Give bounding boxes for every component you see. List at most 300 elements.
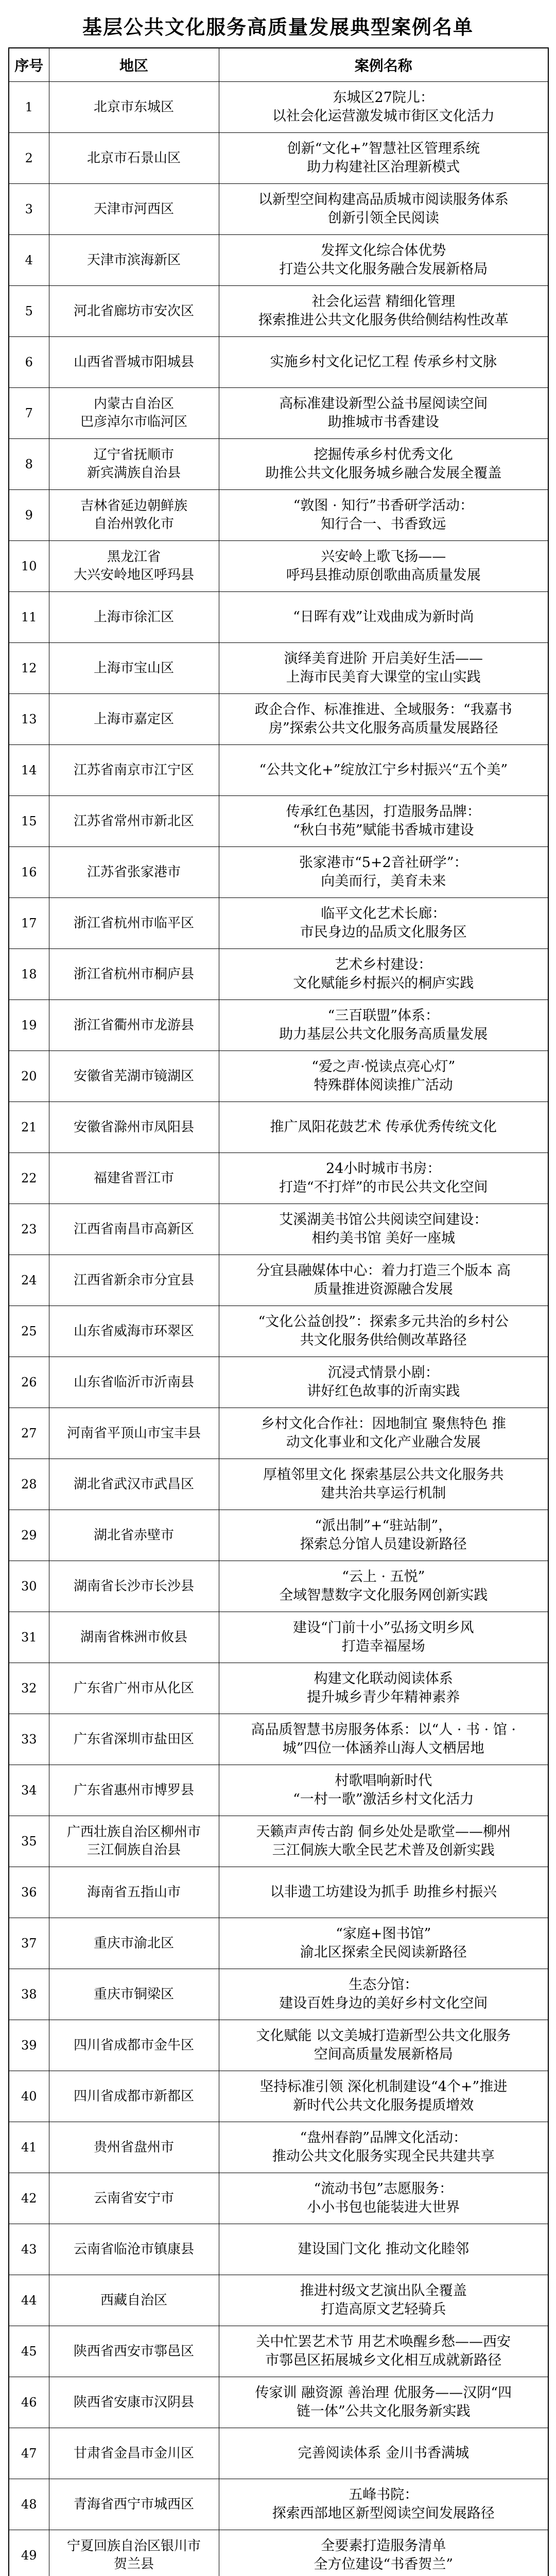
row-case-name (219, 745, 548, 796)
region-line: 广西壮族自治区柳州市 (66, 1824, 201, 1840)
table-row (9, 1510, 548, 1561)
row-region (49, 2479, 219, 2530)
row-case-name (219, 1969, 548, 2020)
table-row (9, 1051, 548, 1102)
case-line: 构建文化联动阅读体系 (314, 1670, 453, 1687)
row-case-name (219, 388, 548, 439)
table-row (9, 337, 548, 388)
case-line: 文化赋能 以文美城打造新型公共文化服务 (256, 2027, 511, 2044)
row-region (49, 1102, 219, 1153)
row-serial-number: 42 (9, 2173, 49, 2224)
region-line: 河南省平顶山市宝丰县 (66, 1425, 201, 1441)
case-line: 创新引领全民阅读 (327, 210, 439, 226)
case-line: 市鄠邑区拓展城乡文化相互成就新路径 (265, 2352, 502, 2368)
case-line: “三百联盟”体系： (327, 1007, 440, 1024)
row-region (49, 2224, 219, 2275)
row-case-name (219, 133, 548, 184)
table-row (9, 1357, 548, 1408)
case-line: 探索总分馆人员建设新路径 (300, 1536, 467, 1552)
row-region (49, 2428, 219, 2479)
case-line: 房”探索公共文化服务高质量发展路径 (268, 720, 498, 736)
row-case-name (219, 592, 548, 643)
row-case-name (219, 1000, 548, 1051)
case-line: 助推公共文化服务城乡融合发展全覆盖 (265, 465, 502, 481)
row-case-name (219, 2428, 548, 2479)
row-region (49, 1816, 219, 1867)
row-region (49, 2377, 219, 2428)
region-line: 湖南省株洲市攸县 (80, 1629, 187, 1645)
region-line: 甘肃省金昌市金川区 (73, 2445, 194, 2461)
row-serial-number: 20 (9, 1051, 49, 1102)
table-row (9, 847, 548, 898)
row-region (49, 1000, 219, 1051)
row-serial-number: 5 (9, 286, 49, 337)
case-line: 小小书包也能装进大世界 (307, 2199, 460, 2215)
region-line: 安徽省芜湖市镜湖区 (73, 1068, 194, 1084)
row-region (49, 2173, 219, 2224)
case-line: 链一体”公共文化服务新实践 (296, 2403, 471, 2419)
region-line: 贺兰县 (113, 2556, 154, 2572)
row-serial-number: 48 (9, 2479, 49, 2530)
case-line: 助力构建社区治理新模式 (307, 159, 460, 175)
table-row (9, 2326, 548, 2377)
row-serial-number: 31 (9, 1612, 49, 1663)
row-case-name (219, 541, 548, 592)
row-serial-number: 7 (9, 388, 49, 439)
region-line: 海南省五指山市 (86, 1884, 181, 1900)
case-line: 建设“门前十小”弘扬文明乡风 (292, 1619, 474, 1636)
table-row (9, 1816, 548, 1867)
row-case-name (219, 1204, 548, 1255)
row-serial-number: 19 (9, 1000, 49, 1051)
row-region (49, 439, 219, 490)
region-line: 黑龙江省 (107, 549, 161, 565)
case-line: 特殊群体阅读推广活动 (314, 1077, 453, 1093)
row-case-name (219, 1867, 548, 1918)
table-row (9, 1153, 548, 1204)
row-serial-number: 1 (9, 82, 49, 133)
region-line: 山西省晋城市阳城县 (73, 354, 194, 370)
row-region (49, 1357, 219, 1408)
table-row (9, 1918, 548, 1969)
case-line: 挖掘传承乡村优秀文化 (314, 446, 453, 463)
case-line: 新时代公共文化服务提质增效 (293, 2097, 474, 2113)
case-line: 厚植邻里文化 探索基层公共文化服务共 (263, 1466, 504, 1483)
row-case-name (219, 1153, 548, 1204)
row-region (49, 1204, 219, 1255)
case-line: “派出制”+“驻站制”， (315, 1517, 453, 1534)
case-line: 讲好红色故事的沂南实践 (307, 1383, 460, 1399)
row-region (49, 286, 219, 337)
table-row (9, 1612, 548, 1663)
case-line: 提升城乡青少年精神素养 (307, 1689, 460, 1705)
row-region (49, 1969, 219, 2020)
case-line: 探索推进公共文化服务供给侧结构性改革 (258, 312, 509, 328)
table-row (9, 1000, 548, 1051)
row-case-name (219, 1816, 548, 1867)
row-case-name (219, 2071, 548, 2122)
row-region (49, 541, 219, 592)
row-serial-number: 23 (9, 1204, 49, 1255)
region-line: 江西省南昌市高新区 (73, 1221, 194, 1237)
case-line: “敦图 · 知行”书香研学活动： (293, 497, 474, 514)
row-case-name (219, 1918, 548, 1969)
row-serial-number: 9 (9, 490, 49, 541)
row-region (49, 1510, 219, 1561)
region-line: 重庆市渝北区 (93, 1935, 174, 1951)
case-line: “日晖有戏”让戏曲成为新时尚 (292, 608, 474, 625)
table-row (9, 2377, 548, 2428)
row-serial-number: 13 (9, 694, 49, 745)
region-line: 浙江省杭州市桐庐县 (73, 966, 194, 982)
case-line: 艺术乡村建设： (335, 956, 432, 973)
row-serial-number: 17 (9, 898, 49, 949)
row-serial-number: 18 (9, 949, 49, 1000)
region-line: 广东省深圳市盐田区 (73, 1731, 194, 1747)
row-case-name (219, 2326, 548, 2377)
table-row (9, 82, 548, 133)
row-case-name (219, 1561, 548, 1612)
region-line: 宁夏回族自治区银川市 (66, 2538, 201, 2554)
region-line: 天津市滨海新区 (86, 252, 181, 268)
case-line: 高品质智慧书房服务体系：以“人 · 书 · 馆 · (251, 1721, 516, 1738)
row-case-name (219, 1612, 548, 1663)
case-line: 质量推进资源融合发展 (314, 1281, 453, 1297)
row-serial-number: 6 (9, 337, 49, 388)
row-case-name (219, 847, 548, 898)
row-region (49, 2020, 219, 2071)
region-line: 湖北省赤壁市 (93, 1527, 174, 1543)
case-line: 全域智慧数字文化服务网创新实践 (279, 1587, 488, 1603)
row-case-name (219, 2224, 548, 2275)
row-serial-number: 47 (9, 2428, 49, 2479)
case-line: 分宜县融媒体中心：着力打造三个版本 高 (256, 1262, 511, 1279)
case-line: 打造高原文艺轻骑兵 (321, 2301, 446, 2317)
row-region (49, 1051, 219, 1102)
row-serial-number: 12 (9, 643, 49, 694)
row-case-name (219, 439, 548, 490)
case-line: 建设国门文化 推动文化睦邻 (298, 2241, 470, 2257)
row-serial-number: 2 (9, 133, 49, 184)
row-serial-number: 49 (9, 2530, 49, 2576)
row-serial-number: 40 (9, 2071, 49, 2122)
row-serial-number: 35 (9, 1816, 49, 1867)
table-row (9, 1663, 548, 1714)
case-line: “一村一歌”激活乡村文化活力 (292, 1791, 474, 1807)
row-serial-number: 14 (9, 745, 49, 796)
region-line: 青海省西宁市城西区 (73, 2496, 194, 2512)
case-line: 24小时城市书房： (326, 1160, 441, 1177)
case-line: 建共治共享运行机制 (321, 1485, 446, 1501)
row-case-name (219, 1459, 548, 1510)
row-serial-number: 21 (9, 1102, 49, 1153)
table-row (9, 490, 548, 541)
region-line: 江苏省张家港市 (86, 864, 181, 880)
row-serial-number: 30 (9, 1561, 49, 1612)
row-case-name (219, 2122, 548, 2173)
case-line: 生态分馆： (349, 1976, 419, 1993)
table-row (9, 1459, 548, 1510)
row-case-name (219, 1306, 548, 1357)
row-region (49, 490, 219, 541)
row-serial-number: 44 (9, 2275, 49, 2326)
region-line: 自治州敦化市 (93, 516, 174, 532)
row-serial-number: 43 (9, 2224, 49, 2275)
table-row (9, 694, 548, 745)
table-row (9, 1969, 548, 2020)
row-case-name (219, 2377, 548, 2428)
row-region (49, 184, 219, 235)
case-line: 共文化服务供给侧改革路径 (300, 1332, 467, 1348)
case-line: “公共文化+”绽放江宁乡村振兴“五个美” (259, 761, 508, 778)
case-line: “流动书包”志愿服务： (314, 2180, 454, 2197)
region-line: 贵州省盘州市 (93, 2139, 174, 2155)
row-case-name (219, 2479, 548, 2530)
row-case-name (219, 2173, 548, 2224)
table-row (9, 643, 548, 694)
table-row (9, 1204, 548, 1255)
row-region (49, 1918, 219, 1969)
row-region (49, 1714, 219, 1765)
row-case-name (219, 2275, 548, 2326)
region-line: 辽宁省抚顺市 (93, 447, 174, 463)
row-serial-number: 22 (9, 1153, 49, 1204)
case-line: 知行合一、书香致远 (321, 516, 446, 532)
row-region (49, 235, 219, 286)
table-row (9, 2275, 548, 2326)
row-region (49, 1561, 219, 1612)
region-line: 浙江省衢州市龙游县 (73, 1017, 194, 1033)
table-row (9, 2020, 548, 2071)
row-serial-number: 37 (9, 1918, 49, 1969)
region-line: 西藏自治区 (100, 2292, 167, 2308)
region-line: 四川省成都市新都区 (73, 2088, 194, 2104)
region-line: 湖南省长沙市长沙县 (73, 1578, 194, 1594)
region-line: 云南省临沧市镇康县 (73, 2241, 194, 2257)
case-line: “秋白书苑”赋能书香城市建设 (292, 822, 474, 838)
row-case-name (219, 1255, 548, 1306)
region-line: 山东省威海市环翠区 (73, 1323, 194, 1339)
region-line: 安徽省滁州市凤阳县 (73, 1119, 194, 1135)
case-line: 社会化运营 精细化管理 (311, 293, 456, 310)
case-line: 建设百姓身边的美好乡村文化空间 (279, 1995, 488, 2011)
row-region (49, 1765, 219, 1816)
case-line: 动文化事业和文化产业融合发展 (286, 1434, 481, 1450)
table-row (9, 1714, 548, 1765)
row-case-name (219, 643, 548, 694)
row-serial-number: 39 (9, 2020, 49, 2071)
region-line: 重庆市铜梁区 (93, 1986, 174, 2002)
case-line: 向美而行，美育未来 (321, 873, 446, 889)
case-line: 文化赋能乡村振兴的桐庐实践 (293, 975, 474, 991)
case-line: 以新型空间构建高品质城市阅读服务体系 (258, 191, 509, 208)
table-row (9, 949, 548, 1000)
case-line: 空间高质量发展新格局 (314, 2046, 453, 2062)
row-serial-number: 16 (9, 847, 49, 898)
table-row (9, 286, 548, 337)
table-row (9, 235, 548, 286)
row-region (49, 949, 219, 1000)
row-region (49, 1255, 219, 1306)
row-case-name (219, 1051, 548, 1102)
case-line: 高标准建设新型公益书屋阅读空间 (279, 395, 488, 412)
row-case-name (219, 898, 548, 949)
row-region (49, 2326, 219, 2377)
table-row (9, 1867, 548, 1918)
row-region (49, 592, 219, 643)
row-serial-number: 8 (9, 439, 49, 490)
case-line: 打造“不打烊”的市民公共文化空间 (279, 1179, 488, 1195)
row-region (49, 1459, 219, 1510)
table-row (9, 2071, 548, 2122)
case-line: 坚持标准引领 深化机制建设“4个+”推进 (259, 2078, 508, 2095)
case-line: 乡村文化合作社：因地制宜 聚焦特色 推 (260, 1415, 506, 1432)
region-line: 内蒙古自治区 (93, 396, 174, 412)
row-region (49, 1663, 219, 1714)
region-line: 北京市石景山区 (86, 150, 181, 166)
row-region (49, 2530, 219, 2576)
region-line: 福建省晋江市 (93, 1170, 174, 1186)
row-region (49, 796, 219, 847)
row-serial-number: 10 (9, 541, 49, 592)
case-line: “云上 · 五悦” (342, 1568, 425, 1585)
case-line: 市民身边的品质文化服务区 (300, 924, 467, 940)
case-line: 探索西部地区新型阅读空间发展路径 (272, 2505, 495, 2521)
table-row (9, 2530, 548, 2576)
region-line: 浙江省杭州市临平区 (73, 915, 194, 931)
row-region (49, 1408, 219, 1459)
header-case-name: 案例名称 (219, 48, 548, 82)
row-region (49, 82, 219, 133)
table-row (9, 745, 548, 796)
header-region: 地区 (49, 48, 219, 82)
row-serial-number: 3 (9, 184, 49, 235)
table-row (9, 133, 548, 184)
region-line: 湖北省武汉市武昌区 (73, 1476, 194, 1492)
row-case-name (219, 286, 548, 337)
table-row (9, 2479, 548, 2530)
case-line: “家庭+图书馆” (336, 1925, 431, 1942)
case-line: 打造公共文化服务融合发展新格局 (279, 261, 488, 277)
row-serial-number: 11 (9, 592, 49, 643)
row-serial-number: 29 (9, 1510, 49, 1561)
region-line: 北京市东城区 (93, 99, 174, 115)
table-row (9, 2224, 548, 2275)
case-line: 沉浸式情景小剧： (327, 1364, 439, 1381)
row-serial-number: 33 (9, 1714, 49, 1765)
table-row (9, 1765, 548, 1816)
region-line: 吉林省延边朝鲜族 (80, 498, 187, 514)
region-line: 三江侗族自治县 (86, 1842, 181, 1858)
row-case-name (219, 1357, 548, 1408)
case-line: 相约美书馆 美好一座城 (311, 1230, 456, 1246)
row-case-name (219, 1714, 548, 1765)
region-line: 河北省廊坊市安次区 (73, 303, 194, 319)
case-line: 全方位建设“书香贺兰” (314, 2556, 454, 2572)
document-title: 基层公共文化服务高质量发展典型案例名单 (82, 16, 474, 39)
row-case-name (219, 337, 548, 388)
region-line: 大兴安岭地区呼玛县 (73, 567, 194, 583)
row-serial-number: 41 (9, 2122, 49, 2173)
row-case-name (219, 2020, 548, 2071)
region-line: 新宾满族自治县 (86, 465, 181, 481)
row-region (49, 133, 219, 184)
row-case-name (219, 796, 548, 847)
case-line: 实施乡村文化记忆工程 传承乡村文脉 (270, 353, 497, 370)
row-region (49, 1306, 219, 1357)
table-row (9, 541, 548, 592)
table-row (9, 592, 548, 643)
row-case-name (219, 1510, 548, 1561)
row-serial-number: 4 (9, 235, 49, 286)
row-case-name (219, 949, 548, 1000)
case-line: 临平文化艺术长廊： (321, 905, 446, 922)
case-line: “文化公益创投”：探索多元共治的乡村公 (258, 1313, 509, 1330)
case-line: 兴安岭上歌飞扬—— (321, 548, 446, 565)
region-line: 江苏省南京市江宁区 (73, 762, 194, 778)
row-serial-number: 26 (9, 1357, 49, 1408)
table-row (9, 898, 548, 949)
row-region (49, 2275, 219, 2326)
table-row (9, 184, 548, 235)
case-line: 完善阅读体系 金川书香满城 (298, 2445, 470, 2461)
table-row (9, 1102, 548, 1153)
case-line: 渝北区探索全民阅读新路径 (300, 1944, 467, 1960)
region-line: 陕西省安康市汉阴县 (73, 2394, 194, 2410)
table-row (9, 1561, 548, 1612)
row-region (49, 2071, 219, 2122)
region-line: 天津市河西区 (93, 201, 174, 217)
case-line: 张家港市“5+2音社研学”： (299, 854, 468, 871)
case-line: 村歌唱响新时代 (335, 1772, 432, 1789)
row-region (49, 694, 219, 745)
case-line: 传家训 融资源 善治理 优服务——汉阴“四 (255, 2384, 512, 2401)
row-serial-number: 46 (9, 2377, 49, 2428)
case-line: 城”四位一体涵养山海人文栖居地 (282, 1740, 484, 1756)
row-serial-number: 24 (9, 1255, 49, 1306)
row-serial-number: 32 (9, 1663, 49, 1714)
region-line: 山东省临沂市沂南县 (73, 1374, 194, 1390)
table-row (9, 2122, 548, 2173)
row-region (49, 898, 219, 949)
case-line: 助推城市书香建设 (327, 414, 439, 430)
case-list-table (8, 47, 549, 2576)
table-row (9, 796, 548, 847)
row-case-name (219, 235, 548, 286)
case-line: 五峰书院： (349, 2486, 419, 2503)
case-line: 推进村级文艺演出队全覆盖 (300, 2282, 467, 2299)
case-line: 发挥文化综合体优势 (321, 242, 446, 259)
table-row (9, 388, 548, 439)
case-line: 打造幸福屋场 (341, 1638, 425, 1654)
region-line: 巴彦淖尔市临河区 (80, 414, 187, 430)
case-line: 以社会化运营激发城市街区文化活力 (272, 108, 495, 124)
case-line: 上海市民美育大课堂的宝山实践 (286, 669, 481, 685)
case-line: “爱之声·悦读点亮心灯” (311, 1058, 456, 1075)
row-case-name (219, 490, 548, 541)
case-line: 艾溪湖美书馆公共阅读空间建设： (279, 1211, 488, 1228)
case-line: 助力基层公共文化服务高质量发展 (279, 1026, 488, 1042)
row-case-name (219, 1663, 548, 1714)
row-region (49, 388, 219, 439)
row-case-name (219, 82, 548, 133)
row-region (49, 2122, 219, 2173)
row-serial-number: 45 (9, 2326, 49, 2377)
row-region (49, 1153, 219, 1204)
row-serial-number: 38 (9, 1969, 49, 2020)
row-case-name (219, 2530, 548, 2576)
case-line: 演绎美育进阶 开启美好生活—— (284, 650, 483, 667)
